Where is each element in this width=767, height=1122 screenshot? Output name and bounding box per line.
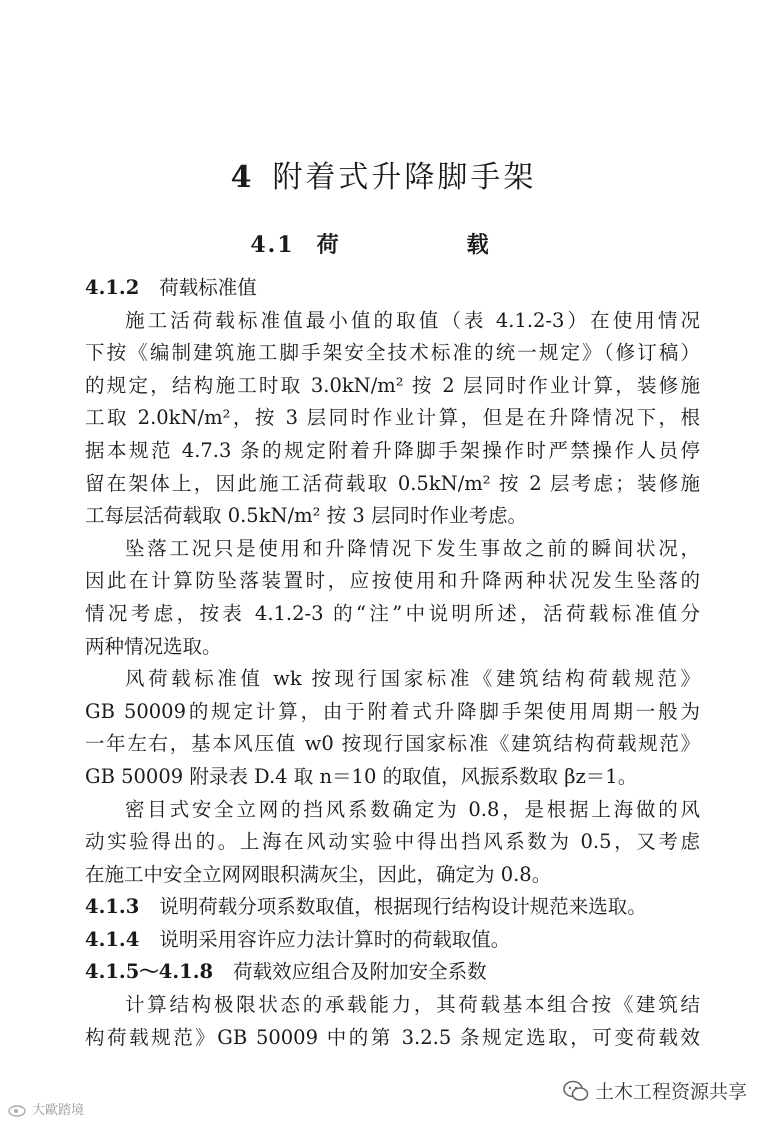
- line-text: 留在架体上，因此施工活荷载取 0.5kN/m² 按 2 层考虑；装修施: [85, 471, 700, 495]
- line-text: GB 50009的规定计算，由于附着式升降脚手架使用周期一般为: [85, 699, 700, 723]
- wechat-watermark: [563, 1077, 747, 1104]
- paragraph-line: [85, 826, 700, 859]
- body-text: [85, 272, 700, 1054]
- line-text: 两种情况选取。: [85, 634, 222, 658]
- line-text: 情况考虑，按表 4.1.2-3 的“注”中说明所述，活荷载标准值分: [85, 601, 700, 625]
- chapter-title: [0, 152, 767, 196]
- line-text: 荷载效应组合及附加安全系数: [233, 960, 487, 984]
- wechat-icon: [563, 1080, 589, 1102]
- section-name: 荷 载: [316, 232, 517, 258]
- watermark-text: 土木工程资源共享: [594, 1081, 747, 1103]
- paragraph-line: [85, 859, 700, 892]
- clause-heading-line: [85, 891, 700, 924]
- line-text: 一年左右，基本风压值 w0 按现行国家标准《建筑结构荷载规范》: [85, 732, 700, 756]
- line-text: 因此在计算防坠落装置时，应按使用和升降两种状况发生坠落的: [85, 569, 700, 593]
- line-text: 据本规范 4.7.3 条的规定附着升降脚手架操作时严禁操作人员停: [85, 438, 700, 462]
- paragraph-line: [85, 728, 700, 761]
- paragraph-line: [85, 663, 700, 696]
- paragraph-line: [85, 305, 700, 338]
- line-text: 构荷载规范》GB 50009 中的第 3.2.5 条规定选取，可变荷载效: [85, 1025, 700, 1049]
- paragraph-line: [85, 402, 700, 435]
- paragraph-line: [85, 500, 700, 533]
- paragraph-line: [85, 370, 700, 403]
- clause-number: 4.1.3: [85, 895, 140, 919]
- watermark-left-text: 大歐踏境: [32, 1103, 85, 1118]
- section-title: [0, 228, 767, 259]
- paragraph-line: [85, 468, 700, 501]
- clause-heading-line: [85, 924, 700, 957]
- line-text: 在施工中安全立网网眼积满灰尘，因此，确定为 0.8。: [85, 862, 552, 886]
- paragraph-line: [85, 435, 700, 468]
- paragraph-line: [85, 794, 700, 827]
- paragraph-line: [85, 761, 700, 794]
- paragraph-line: [85, 598, 700, 631]
- paragraph-line: [85, 565, 700, 598]
- line-text: 计算结构极限状态的承载能力，其荷载基本组合按《建筑结: [125, 993, 700, 1017]
- weibo-watermark: [8, 1099, 84, 1118]
- line-text: 下按《编制建筑施工脚手架安全技术标准的统一规定》（修订稿）: [85, 341, 700, 365]
- line-text: 风荷载标准值 wk 按现行国家标准《建筑结构荷载规范》: [125, 667, 700, 691]
- line-text: 的规定，结构施工时取 3.0kN/m² 按 2 层同时作业计算，装修施: [85, 373, 700, 397]
- paragraph-line: [85, 989, 700, 1022]
- weibo-icon: [8, 1101, 28, 1117]
- line-text: 坠落工况只是使用和升降情况下发生事故之前的瞬间状况，: [125, 536, 700, 560]
- clause-number: 4.1.5～4.1.8: [85, 960, 214, 984]
- paragraph-line: [85, 696, 700, 729]
- paragraph-line: [85, 631, 700, 664]
- line-text: 施工活荷载标准值最小值的取值（表 4.1.2-3）在使用情况: [125, 308, 700, 332]
- line-text: 密目式安全立网的挡风系数确定为 0.8，是根据上海做的风: [125, 797, 700, 821]
- clause-number: 4.1.2: [85, 276, 140, 299]
- line-text: 说明荷载分项系数取值，根据现行结构设计规范来选取。: [159, 895, 647, 919]
- clause-heading-line: [85, 956, 700, 989]
- paragraph-line: [85, 337, 700, 370]
- line-text: 工取 2.0kN/m²，按 3 层同时作业计算，但是在升降情况下，根: [85, 406, 700, 430]
- chapter-name: 附着式升降脚手架: [272, 160, 537, 195]
- line-text: 工每层活荷载取 0.5kN/m² 按 3 层同时作业考虑。: [85, 504, 527, 528]
- section-number: 4.1: [250, 232, 295, 258]
- paragraph-line: [85, 1022, 700, 1055]
- line-text: 荷载标准值: [159, 276, 257, 299]
- line-text: GB 50009 附录表 D.4 取 n＝10 的取值，风振系数取 βz＝1。: [85, 764, 638, 788]
- clause-number: 4.1.4: [85, 927, 140, 951]
- chapter-number: 4: [230, 160, 255, 195]
- paragraph-line: [85, 533, 700, 566]
- line-text: 动实验得出的。上海在风动实验中得出挡风系数为 0.5，又考虑: [85, 830, 700, 854]
- clause-heading-line: [85, 272, 700, 305]
- line-text: 说明采用容许应力法计算时的荷载取值。: [159, 927, 511, 951]
